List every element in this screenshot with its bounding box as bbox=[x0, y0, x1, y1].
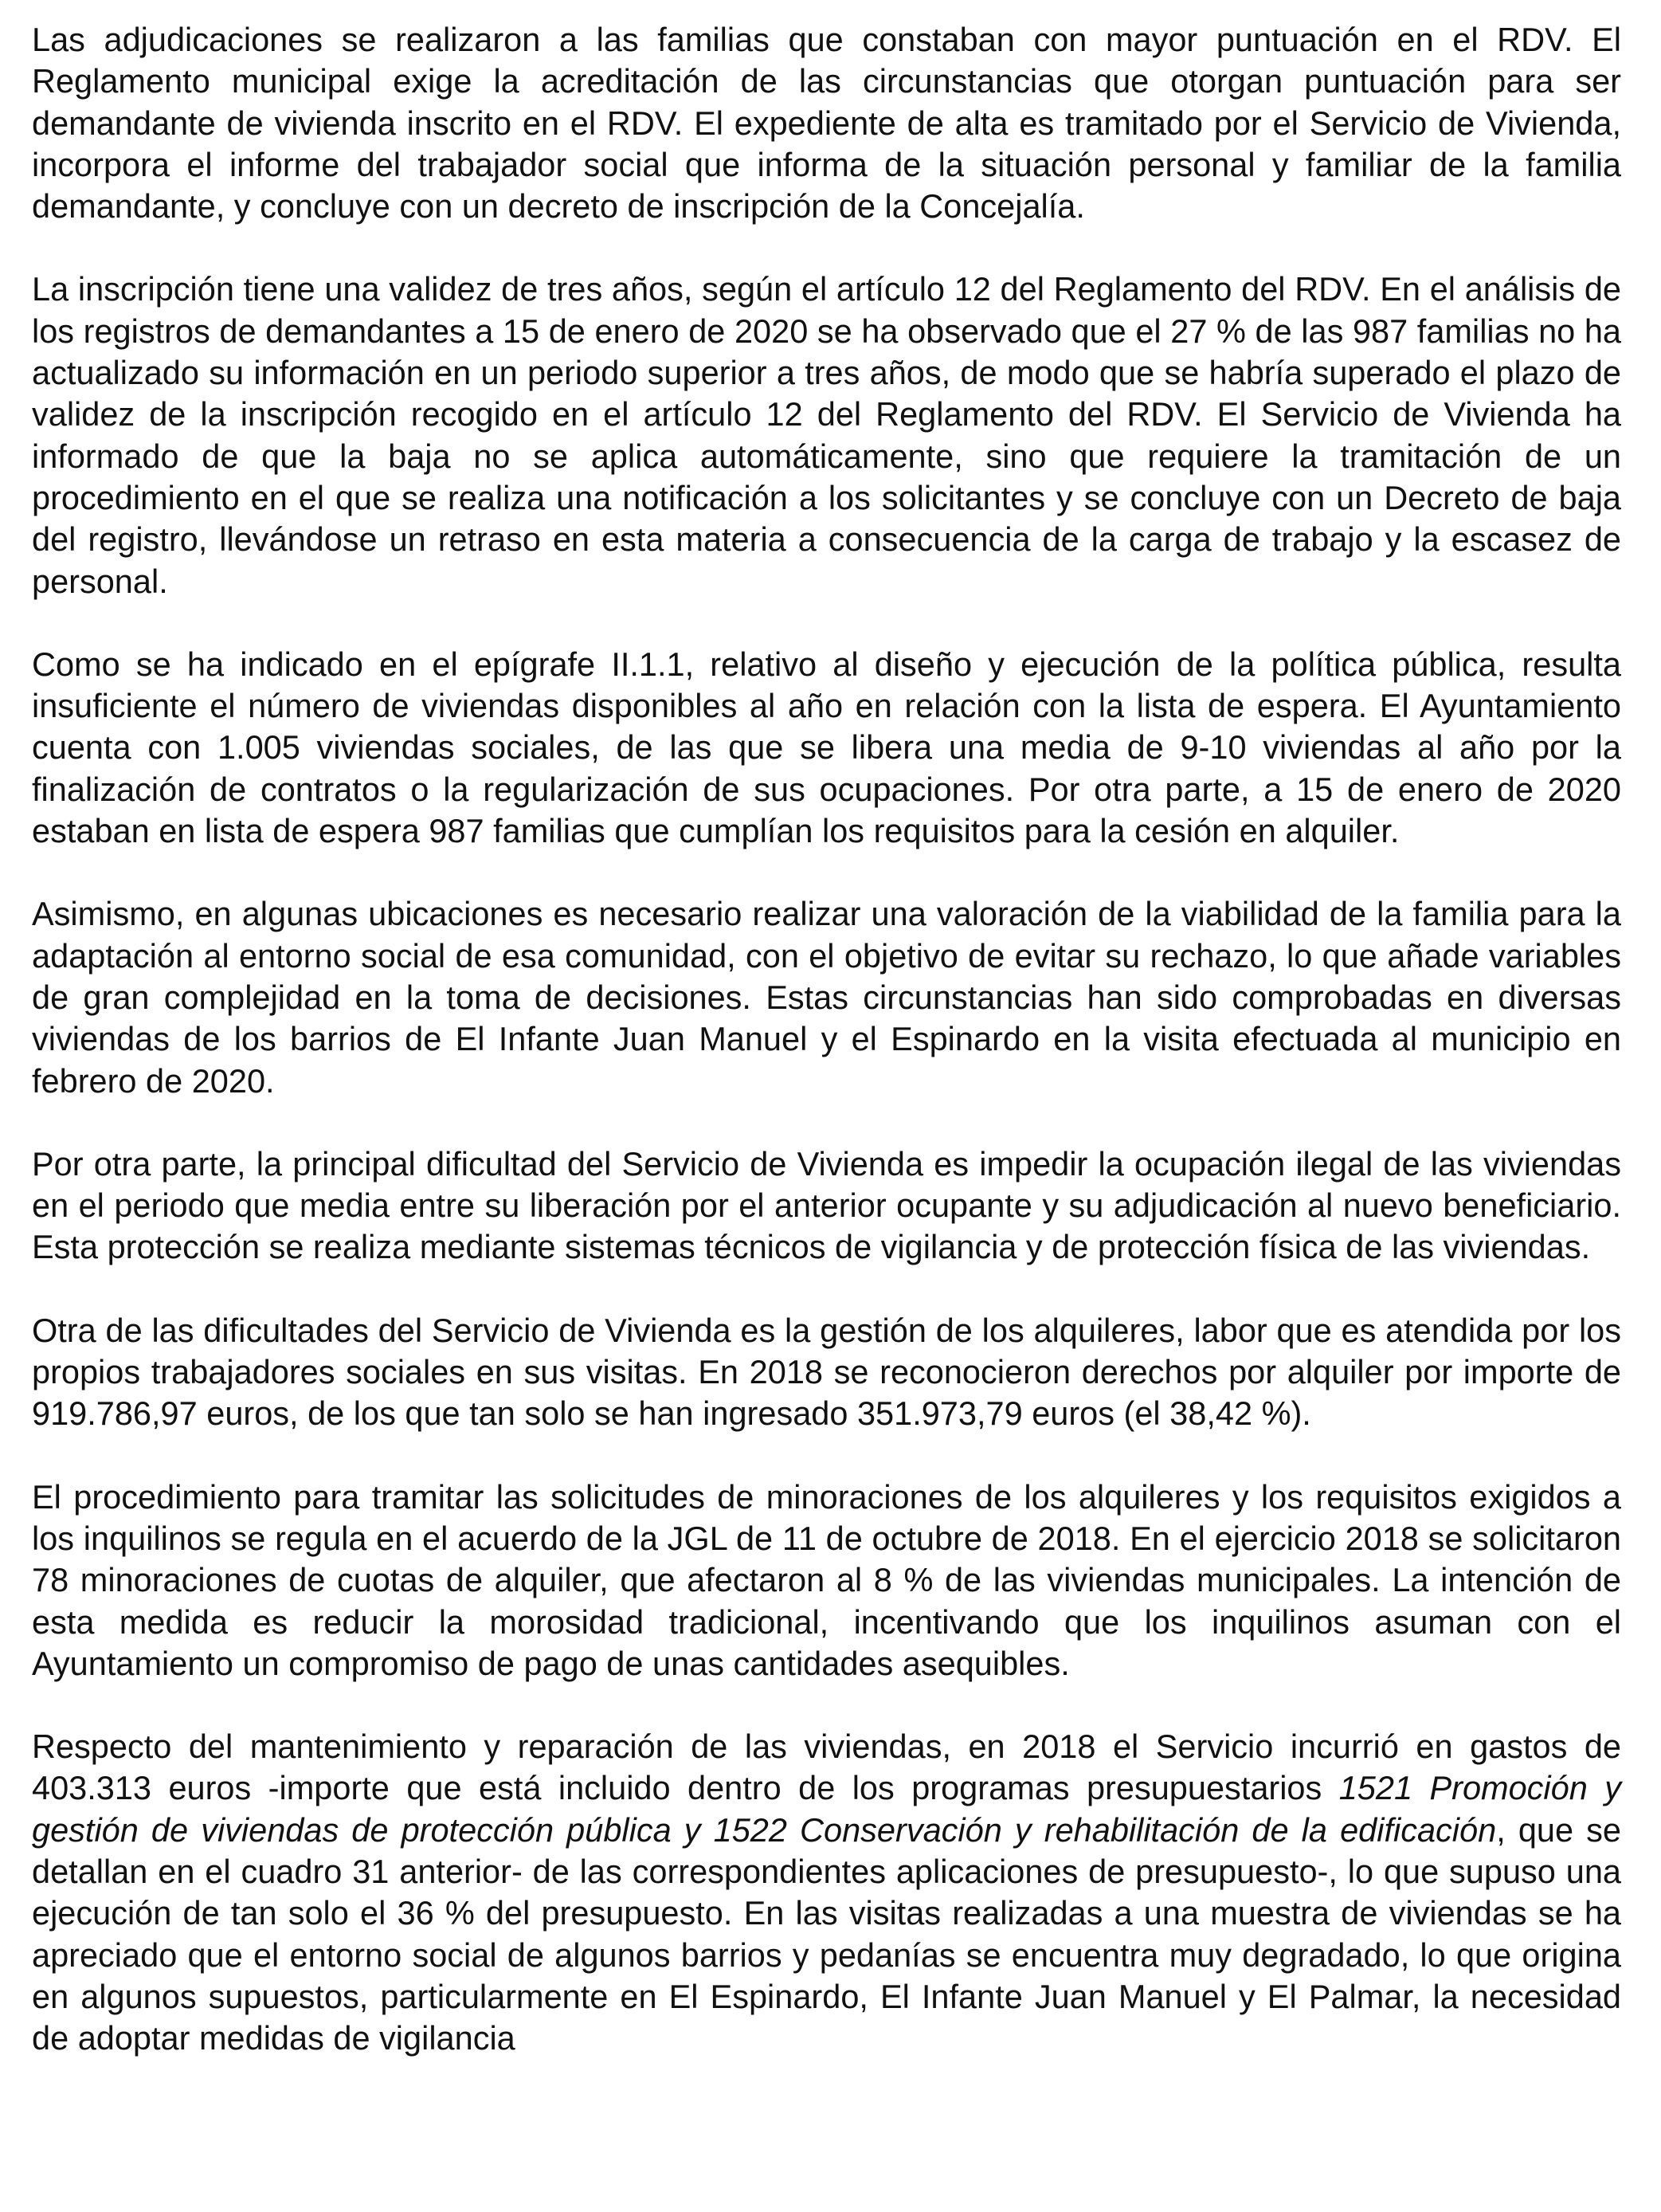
document-page bbox=[32, 19, 1621, 2059]
paragraph-asimismo: Asimismo, en algunas ubicaciones es necesario realizar una valoración de la viabilidad de la familia para la adaptación al entorno social de esa comunidad, con el objetivo de evitar su rechazo, lo que añade variables de gran complejidad en la toma de decisiones. Estas circunstancias han sido comprobadas en diversas viviendas de los barrios de El Infante Juan Manuel y el Espinardo en la visita efectuada al municipio en febrero de 2020. bbox=[32, 895, 1621, 1100]
paragraph-epigrafe: Como se ha indicado en el epígrafe II.1.1, relativo al diseño y ejecución de la política pública, resulta insuficiente el número de viviendas disponibles al año en relación con la lista de espera. El Ayuntamiento cuenta con 1.005 viviendas sociales, de las que se libera una media de 9-10 viviendas al año por la finalización de contratos o la regularización de sus ocupaciones. Por otra parte, a 15 de enero de 2020 estaban en lista de espera 987 familias que cumplían los requisitos para la cesión en alquiler. bbox=[32, 645, 1621, 850]
paragraph-adjudicaciones: Las adjudicaciones se realizaron a las familias que constaban con mayor puntuación en el RDV. El Reglamento municipal exige la acreditación de las circunstancias que otorgan puntuación para ser demandante de vivienda inscrito en el RDV. El expediente de alta es tramitado por el Servicio de Vivienda, incorpora el informe del trabajador social que informa de la situación personal y familiar de la familia demandante, y concluye con un decreto de inscripción de la Concejalía. bbox=[32, 21, 1621, 226]
paragraph-ocupacion: Por otra parte, la principal dificultad del Servicio de Vivienda es impedir la ocupación ilegal de las viviendas en el periodo que media entre su liberación por el anterior ocupante y su adjudicación al nuevo beneficiario. Esta protección se realiza mediante sistemas técnicos de vigilancia y de protección física de las viviendas. bbox=[32, 1144, 1621, 1266]
paragraph-minoraciones: El procedimiento para tramitar las solicitudes de minoraciones de los alquileres y los requisitos exigidos a los inquilinos se regula en el acuerdo de la JGL de 11 de octubre de 2018. En el ejercicio 2018 se solicitaron 78 minoraciones de cuotas de alquiler, que afectaron al 8 % de las viviendas municipales. La intención de esta medida es reducir la morosidad tradicional, incentivando que los inquilinos asuman con el Ayuntamiento un compromiso de pago de unas cantidades asequibles. bbox=[32, 1477, 1621, 1682]
programas-presupuestarios-italic: 1521 Promoción y gestión de viviendas de protección pública y 1522 Conservación y rehabilitación de la edificación bbox=[32, 1769, 1621, 1849]
paragraph-mantenimiento bbox=[32, 1726, 1621, 2059]
paragraph-inscripcion: La inscripción tiene una validez de tres años, según el artículo 12 del Reglamento del RDV. En el análisis de los registros de demandantes a 15 de enero de 2020 se ha observado que el 27 % de las 987 familias no ha actualizado su información en un periodo superior a tres años, de modo que se habría superado el plazo de validez de la inscripción recogido en el artículo 12 del Reglamento del RDV. El Servicio de Vivienda ha informado de que la baja no se aplica automáticamente, sino que requiere la tramitación de un procedimiento en el que se realiza una notificación a los solicitantes y se concluye con un Decreto de baja del registro, llevándose un retraso en esta materia a consecuencia de la carga de trabajo y la escasez de personal. bbox=[32, 270, 1621, 600]
paragraph-mantenimiento-end: , que se detallan en el cuadro 31 anterior- de las correspondientes aplicaciones de presupuesto-, lo que supuso una ejecución de tan solo el 36 % del presupuesto. En las visitas realizadas a una muestra de viviendas se ha apreciado que el entorno social de algunos barrios y pedanías se encuentra muy degradado, lo que origina en algunos supuestos, particularmente en El Espinardo, El Infante Juan Manuel y El Palmar, la necesidad de adoptar medidas de vigilancia bbox=[32, 1810, 1622, 2057]
paragraph-mantenimiento-start: Respecto del mantenimiento y reparación de las viviendas, en 2018 el Servicio incurrió en gastos de 403.313 euros -importe que está incluido dentro de los programas presupuestarios bbox=[32, 1728, 1621, 1807]
paragraph-alquileres: Otra de las dificultades del Servicio de Vivienda es la gestión de los alquileres, labor que es atendida por los propios trabajadores sociales en sus visitas. En 2018 se reconocieron derechos por alquiler por importe de 919.786,97 euros, de los que tan solo se han ingresado 351.973,79 euros (el 38,42 %). bbox=[32, 1311, 1621, 1433]
